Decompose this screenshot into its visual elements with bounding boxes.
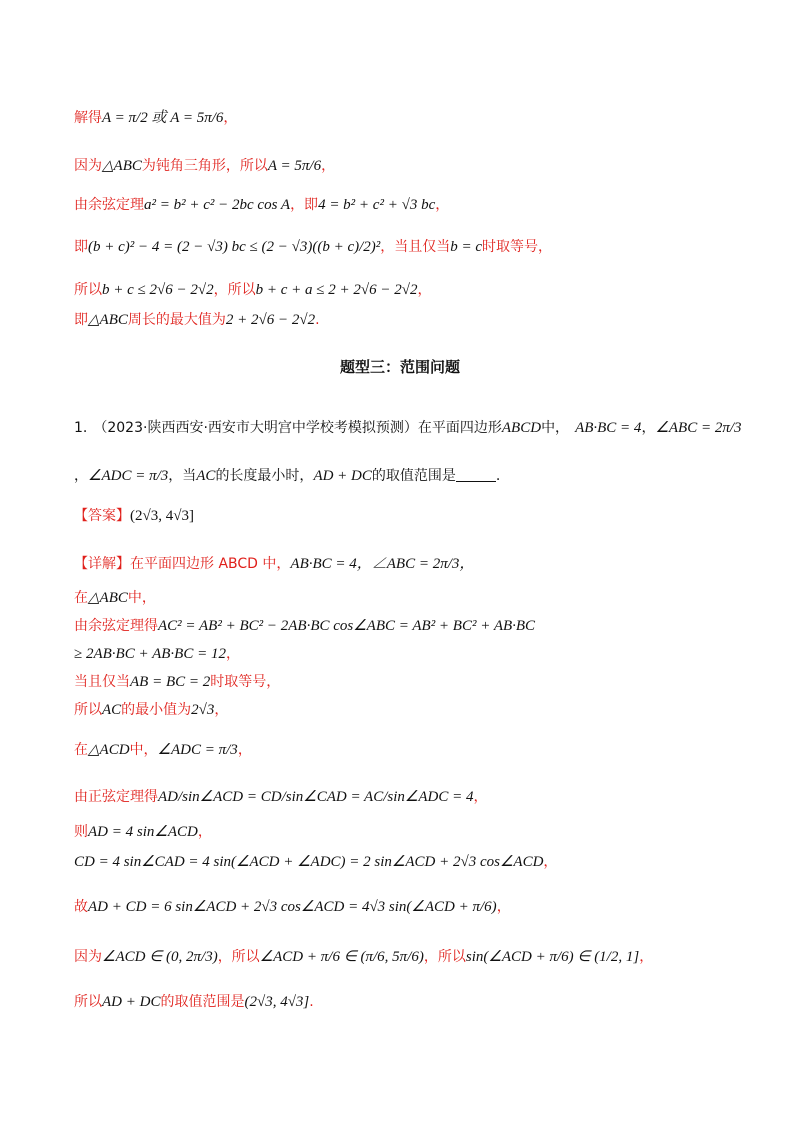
prev-line-1: 解得A = π/2 或 A = 5π/6， [74,110,238,126]
prev-line-5: 所以b + c ≤ 2√6 − 2√2，所以b + c + a ≤ 2 + 2√6 − 2√2， [74,282,432,298]
prev-line-2: 因为△ABC为钝角三角形，所以A = 5π/6， [74,158,336,174]
prev-line-3: 由余弦定理a² = b² + c² − 2bc cos A，即4 = b² + c² + √3 bc， [74,197,450,213]
answer-blank [456,467,496,482]
problem-line-1: 1. （2023·陕西西安·西安市大明宫中学校考模拟预测）在平面四边形ABCD中， AB·BC = 4，∠ABC = 2π/3 [74,420,742,436]
detail-line-2: 在△ABC中， [74,590,156,606]
problem-source: （2023·陕西西安·西安市大明宫中学校考模拟预测） [93,420,418,436]
detail-line-6: 所以AC的最小值为2√3， [74,702,229,718]
problem-line-2: ，∠ADC = π/3，当AC的长度最小时，AD + DC的取值范围是 . [74,468,501,484]
detail-line-11: 故AD + CD = 6 sin∠ACD + 2√3 cos∠ACD = 4√3 sin(∠ACD + π/6)， [74,899,511,915]
detail-line-1: 【详解】在平面四边形 ABCD 中，AB·BC = 4，∠ABC = 2π/3， [74,556,475,572]
detail-line-13: 所以AD + DC的取值范围是(2√3, 4√3]. [74,994,314,1010]
answer-line [74,506,194,526]
section-title: 题型三：范围问题 [339,358,460,376]
detail-label: 【详解】 [74,556,130,572]
problem-number: 1. [74,420,88,436]
detail-line-5: 当且仅当AB = BC = 2时取等号， [74,674,281,690]
detail-line-12: 因为∠ACD ∈ (0, 2π/3)，所以∠ACD + π/6 ∈ (π/6, 5π/6)，所以sin(∠ACD + π/6) ∈ (1/2, 1]， [74,949,654,965]
prev-line-6: 即△ABC周长的最大值为2 + 2√6 − 2√2. [74,312,320,328]
answer-value: (2√3, 4√3] [130,508,194,524]
detail-line-4: ≥ 2AB·BC + AB·BC = 12， [74,646,240,662]
answer-label: 【答案】 [74,508,130,524]
prev-line-4: 即(b + c)² − 4 = (2 − √3) bc ≤ (2 − √3)((b + c)/2)²，当且仅当b = c时取等号， [74,239,553,255]
detail-line-10: CD = 4 sin∠CAD = 4 sin(∠ACD + ∠ADC) = 2 sin∠ACD + 2√3 cos∠ACD， [74,854,558,870]
detail-line-3: 由余弦定理得AC² = AB² + BC² − 2AB·BC cos∠ABC = AB² + BC² + AB·BC [74,618,536,634]
detail-line-8: 由正弦定理得AD/sin∠ACD = CD/sin∠CAD = AC/sin∠ADC = 4， [74,789,488,805]
detail-line-7: 在△ACD中，∠ADC = π/3， [74,742,252,758]
detail-line-9: 则AD = 4 sin∠ACD， [74,824,212,840]
